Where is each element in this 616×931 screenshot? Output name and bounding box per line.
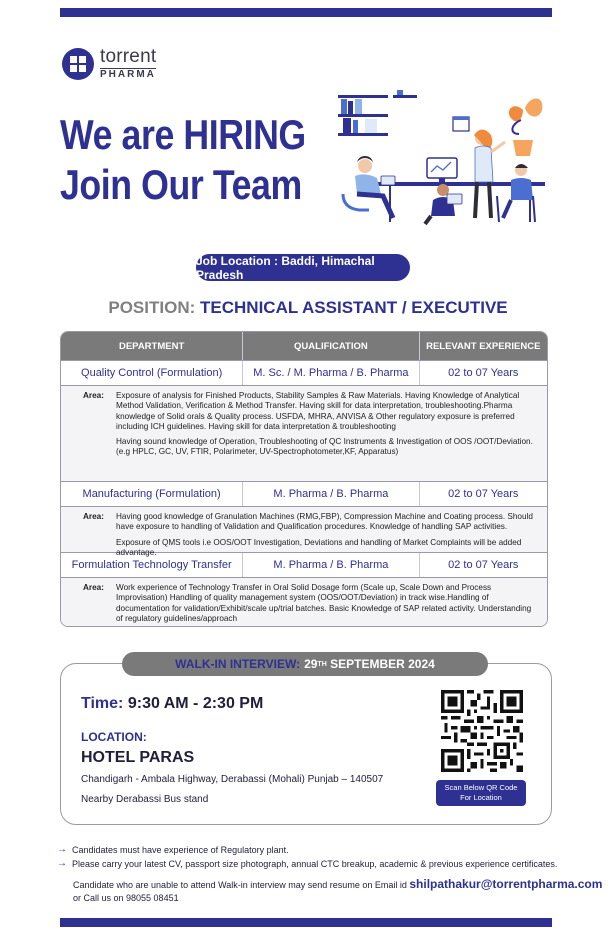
bottom-banner-bar (60, 918, 552, 927)
qualification-cell: M. Pharma / B. Pharma (242, 482, 418, 506)
experience-cell: 02 to 07 Years (419, 361, 547, 385)
note-text: Candidates must have experience of Regulatory plant. (72, 844, 289, 855)
team-office-illustration (335, 90, 550, 225)
qualification-cell: M. Pharma / B. Pharma (242, 553, 418, 577)
job-location-pill: Job Location : Baddi, Himachal Pradesh (196, 254, 410, 281)
note-text: Please carry your latest CV, passport size photograph, annual CTC breakup, academic & previous experience certificates. (72, 858, 558, 869)
torrent-pharma-logo (62, 47, 156, 80)
headline (60, 110, 306, 210)
time-label: Time: (81, 695, 124, 712)
area-description (61, 385, 547, 481)
arrow-right-icon: → (57, 858, 67, 869)
qr-caption (436, 780, 526, 806)
walk-in-pill (122, 652, 488, 676)
experience-cell: 02 to 07 Years (419, 553, 547, 577)
area-paragraph: Exposure of analysis for Finished Products, Stability Samples & Raw Materials. Having Knowledge of Analytical Method Validation, Verification & Method Transfer. Having skill for data interpretation, troubleshooting.Pharma knowledge of Solid orals & Quality process. USFDA, MHRA, ANVISA & Other regulatory exposure is preferred including ICH guidelines. Having skill for data interpretation & troubleshooting (116, 391, 520, 431)
area-label: Area: (83, 391, 104, 400)
area-paragraph: Exposure of QMS tools i.e OOS/OOT Investigation, Deviations and handling of Market Complaints will be added advantage. (116, 537, 522, 557)
note-item (57, 858, 557, 869)
experience-cell: 02 to 07 Years (419, 482, 547, 506)
logo-name: torrent (100, 46, 157, 67)
location-qr-code[interactable] (441, 690, 523, 772)
time-value: 9:30 AM - 2:30 PM (127, 695, 264, 712)
qr-caption-line-1: Scan Below QR Code (444, 783, 518, 792)
walk-in-month-year: SEPTEMBER 2024 (330, 657, 435, 671)
department-cell: Quality Control (Formulation) (81, 367, 223, 379)
area-paragraph: Having sound knowledge of Operation, Troubleshooting of QC Instruments & Investigation of OOS /OOT/Deviation. (e.g HPLC, GC, UV, FTIR, Polarimeter, UV-Spectrophotometer,KF, Apparatus) (116, 437, 533, 457)
positions-table (60, 331, 548, 627)
area-description (61, 577, 547, 627)
qualification-cell: M. Sc. / M. Pharma / B. Pharma (242, 361, 418, 385)
area-label: Area: (83, 512, 104, 521)
table-row (61, 360, 547, 385)
header-qualification: QUALIFICATION (242, 332, 418, 360)
venue-landmark: Nearby Derabassi Bus stand (81, 794, 209, 805)
walk-in-label: WALK-IN INTERVIEW: (175, 657, 301, 671)
interview-time (81, 695, 263, 713)
area-label: Area: (83, 583, 104, 592)
department-cell: Formulation Technology Transfer (71, 559, 232, 571)
qr-caption-line-2: For Location (460, 793, 502, 802)
position-label: POSITION: (108, 298, 196, 317)
headline-line-1: We are HIRING (60, 111, 306, 158)
venue-name: HOTEL PARAS (81, 749, 195, 766)
logo-mark-icon (62, 48, 94, 80)
area-paragraph: Having good knowledge of Granulation Machines (RMG,FBP), Compression Machine and Coating process. Should have exposure to handling of Validation and Qualification procedures. Knowledge of handling SAP activities. (116, 512, 533, 532)
headline-line-2: Join Our Team (60, 161, 302, 208)
header-department: DEPARTMENT (118, 340, 185, 352)
table-header (61, 332, 547, 360)
table-row (61, 481, 547, 506)
department-cell: Manufacturing (Formulation) (82, 488, 221, 500)
venue-address: Chandigarh - Ambala Highway, Derabassi (Mohali) Punjab – 140507 (81, 774, 384, 785)
arrow-right-icon: → (57, 844, 67, 855)
top-banner-bar (60, 8, 552, 17)
position-heading (0, 298, 616, 318)
note-item (57, 844, 289, 855)
contact-text: Candidate who are unable to attend Walk-in interview may send resume on Email id (73, 880, 407, 890)
logo-subtitle: PHARMA (100, 69, 156, 80)
walk-in-day: 29 (304, 657, 318, 671)
position-value: TECHNICAL ASSISTANT / EXECUTIVE (200, 298, 508, 317)
location-label: LOCATION: (81, 730, 147, 744)
contact-email-link[interactable]: shilpathakur@torrentpharma.com (409, 877, 603, 891)
header-experience: RELEVANT EXPERIENCE (419, 332, 547, 360)
contact-phone: or Call us on 98055 08451 (73, 893, 179, 903)
walk-in-day-suffix: TH (317, 660, 327, 668)
contact-info (73, 878, 602, 905)
area-paragraph: Work experience of Technology Transfer in Oral Solid Dosage form (Scale up, Scale Down and Process Improvisation) Handling of quality management system (OOS/OOT/Deviation) in track wise.Handling of documentation for validation/Exhibit/scale up/trial batches. Basic Knowledge of SAP related activity. Understanding of regulatory guidelines/approach (116, 583, 532, 623)
area-description (61, 506, 547, 557)
table-row (61, 552, 547, 577)
